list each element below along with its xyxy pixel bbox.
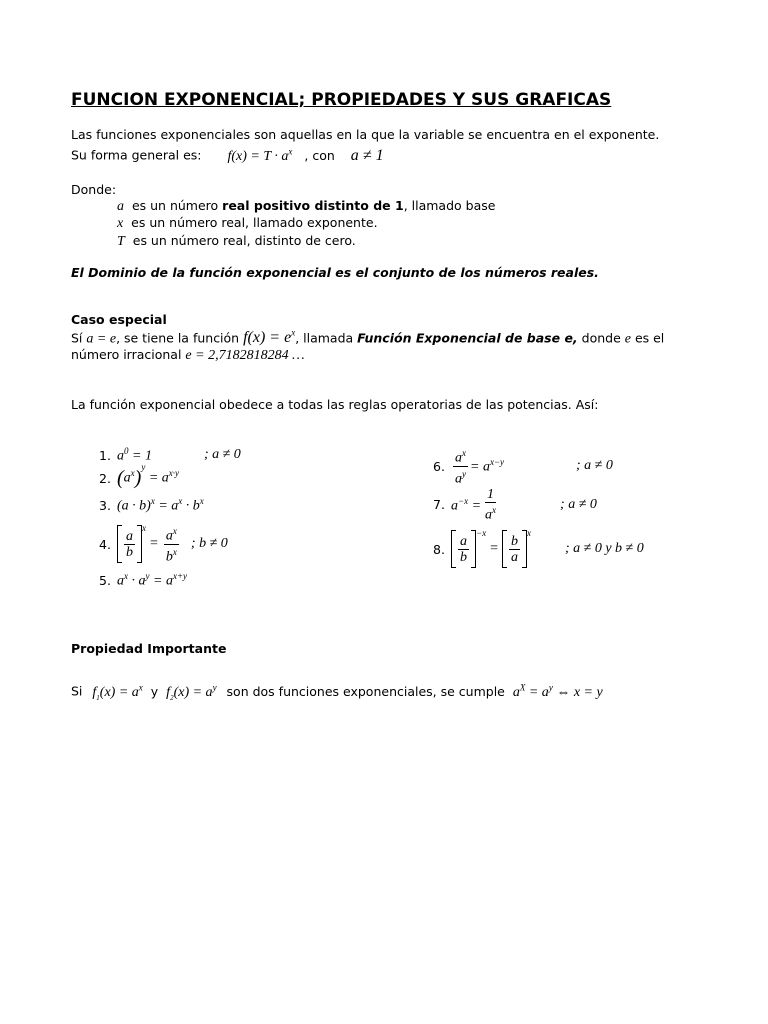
donde-item-a: a es un número real positivo distinto de 1, llamado base: [117, 198, 496, 214]
donde-item-x: x es un número real, llamado exponente.: [117, 215, 378, 231]
reglas-intro: La función exponencial obedece a todas las reglas operatorias de las potencias. Así:: [71, 397, 599, 412]
general-form-label: Su forma general es:: [71, 147, 202, 163]
dominio-statement: El Dominio de la función exponencial es el conjunto de los números reales.: [71, 265, 599, 280]
rule-6: 6. $\frac{a^x}{a^y}$ = $a^{x-y}$ ; a ≠ 0: [433, 448, 613, 487]
caso-especial-line1: Sí a = e, se tiene la función $f(x) = e^x$, llamada Función Exponencial de base e, donde e es el: [71, 328, 665, 347]
caso-especial-heading: Caso especial: [71, 312, 167, 327]
propiedad-statement: Si $f_1(x) = a^x$ y $f_2(x) = a^y$ son dos funciones exponenciales, se cumple $a^X = a^y$ ⇔ x = y: [71, 682, 603, 702]
donde-label: Donde:: [71, 182, 117, 197]
propiedad-heading: Propiedad Importante: [71, 641, 227, 656]
base-condition: a ≠ 1: [350, 146, 384, 164]
intro-line: Las funciones exponenciales son aquellas en la que la variable se encuentra en el exponente.: [71, 127, 660, 142]
caso-especial-line2: número irracional e = 2,7182818284 …: [71, 347, 305, 363]
rule-7: 7. $a^{-x}$ = $\frac{1}{a^x}$ ; a ≠ 0: [433, 487, 597, 523]
general-form-formula: $f(x) = T \cdot a^x$: [227, 146, 293, 164]
rule-2: 2. $(a^x)^y = a^{x\cdot y}$: [99, 462, 180, 489]
rule-5: 5. $a^x \cdot a^y = a^{x+y}$: [99, 571, 188, 589]
page-title: FUNCION EXPONENCIAL; PROPIEDADES Y SUS GRAFICAS: [71, 90, 612, 110]
rule-8: 8. $\frac{a}{b}$ $^{-x}$ = $\frac{b}{a}$ $^x$ ; a ≠ 0 y b ≠ 0: [433, 530, 644, 568]
rule-1: 1. $a^0 = 1$ ; a ≠ 0: [99, 446, 241, 464]
donde-item-t: T es un número real, distinto de cero.: [117, 233, 356, 249]
con-text: , con: [304, 147, 335, 163]
rule-4: 4. $\frac{a}{b}$ $^x$ = $\frac{a^x}{b^x}$ ; b ≠ 0: [99, 523, 228, 565]
rule-3: 3. $(a \cdot b)^x = a^x \cdot b^x$: [99, 496, 204, 514]
general-form-line: [71, 146, 384, 165]
